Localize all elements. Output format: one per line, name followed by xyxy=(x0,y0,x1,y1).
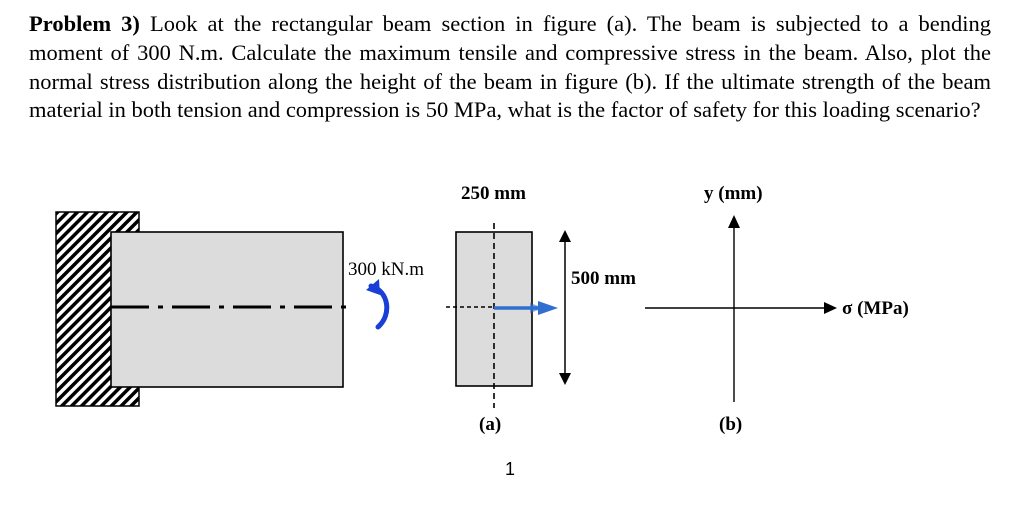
caption-b: (b) xyxy=(719,414,743,435)
height-dimension-arrow xyxy=(559,230,571,385)
problem-text: Look at the rectangular beam section in figure (a). The beam is subjected to a bending moment of 300 N.m. Calculate the maximum tensile and compressive stress in the beam. Also, plot the normal stress distribution along the height of the beam in figure (b). If the ultimate strength of the beam material in both tension and compression is 50 MPa, what is the factor of safety for this loading scenario? xyxy=(29,11,992,123)
width-label: 250 mm xyxy=(461,183,526,204)
moment-label: 300 kN.m xyxy=(348,259,424,280)
page-number: 1 xyxy=(505,459,516,479)
height-label: 500 mm xyxy=(571,268,636,289)
moment-arrow-icon xyxy=(366,279,387,327)
cantilever-beam xyxy=(111,232,343,387)
problem-heading: Problem 3) xyxy=(29,11,140,36)
axes-b xyxy=(645,215,837,402)
caption-a: (a) xyxy=(479,414,502,435)
axis-x-label: σ (MPa) xyxy=(842,298,909,319)
axis-y-label: y (mm) xyxy=(704,183,763,204)
